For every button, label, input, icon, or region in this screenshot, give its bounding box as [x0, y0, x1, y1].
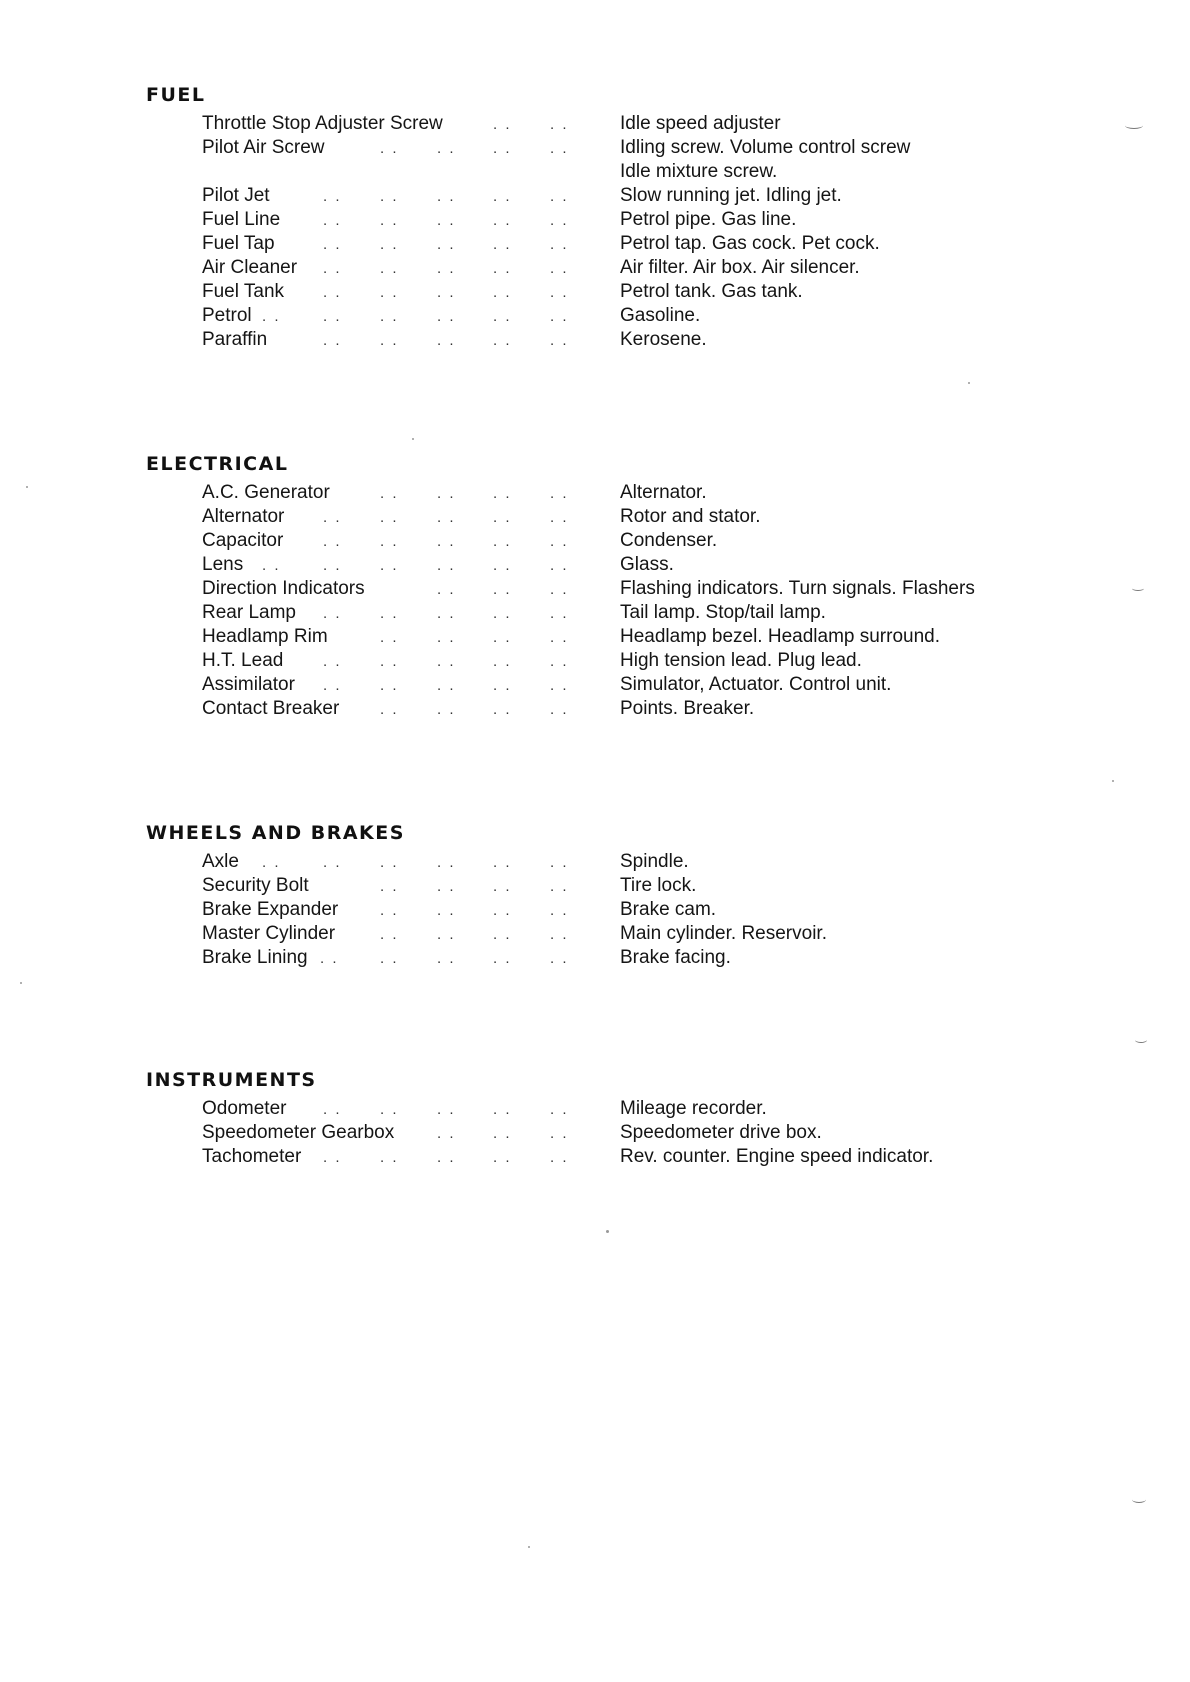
- leader-dots: . .: [437, 854, 456, 871]
- leader-dots: . .: [380, 485, 399, 502]
- leader-dots: . .: [493, 605, 512, 622]
- leader-dots: . .: [437, 677, 456, 694]
- term-row: [0, 874, 1190, 898]
- leader-dots: . .: [380, 950, 399, 967]
- leader-dots: . .: [380, 140, 399, 157]
- term-row: [0, 922, 1190, 946]
- dot-leaders: [240, 922, 570, 946]
- term: Paraffin: [202, 329, 268, 350]
- term-row: [0, 946, 1190, 970]
- term-row: [0, 481, 1190, 505]
- term-row: [0, 673, 1190, 697]
- meaning: Air filter. Air box. Air silencer.: [620, 257, 860, 278]
- leader-dots: . .: [380, 926, 399, 943]
- section-heading: ELECTRICAL: [146, 453, 289, 475]
- dot-leaders: [240, 232, 570, 256]
- section-heading: FUEL: [146, 84, 206, 106]
- leader-dots: . .: [550, 284, 569, 301]
- term-row: [0, 1097, 1190, 1121]
- leader-dots: . .: [550, 332, 569, 349]
- dot-leaders: [240, 898, 570, 922]
- leader-dots: . .: [320, 950, 339, 967]
- leader-dots: . .: [550, 653, 569, 670]
- term: A.C. Generator: [202, 482, 330, 503]
- dot-leaders: [240, 505, 570, 529]
- leader-dots: . .: [493, 116, 512, 133]
- term: Odometer: [202, 1098, 287, 1119]
- scan-speck: [606, 1230, 609, 1233]
- leader-dots: . .: [550, 260, 569, 277]
- leader-dots: . .: [437, 485, 456, 502]
- meaning: Slow running jet. Idling jet.: [620, 185, 842, 206]
- leader-dots: . .: [437, 605, 456, 622]
- leader-dots: . .: [550, 116, 569, 133]
- leader-dots: . .: [550, 140, 569, 157]
- term: Alternator: [202, 506, 285, 527]
- leader-dots: . .: [323, 236, 342, 253]
- meaning: Idle speed adjuster: [620, 113, 781, 134]
- term: Contact Breaker: [202, 698, 340, 719]
- term: Pilot Jet: [202, 185, 270, 206]
- meaning: Headlamp bezel. Headlamp surround.: [620, 626, 941, 647]
- term-list: [0, 850, 1190, 970]
- term: Speedometer Gearbox: [202, 1122, 395, 1143]
- meaning: Simulator, Actuator. Control unit.: [620, 674, 892, 695]
- leader-dots: . .: [493, 332, 512, 349]
- meaning: Rotor and stator.: [620, 506, 761, 527]
- dot-leaders: [240, 625, 570, 649]
- leader-dots: . .: [380, 260, 399, 277]
- term: Master Cylinder: [202, 923, 336, 944]
- dot-leaders: [240, 136, 570, 160]
- leader-dots: . .: [493, 677, 512, 694]
- meaning: High tension lead. Plug lead.: [620, 650, 862, 671]
- dot-leaders: [240, 184, 570, 208]
- dot-leaders: [240, 553, 570, 577]
- term: Assimilator: [202, 674, 295, 695]
- leader-dots: . .: [380, 284, 399, 301]
- term-list: [0, 112, 1190, 352]
- meaning: Kerosene.: [620, 329, 707, 350]
- term: Fuel Tap: [202, 233, 275, 254]
- leader-dots: . .: [493, 284, 512, 301]
- term-row: [0, 328, 1190, 352]
- leader-dots: . .: [437, 188, 456, 205]
- term-row: [0, 898, 1190, 922]
- leader-dots: . .: [550, 926, 569, 943]
- leader-dots: . .: [550, 485, 569, 502]
- leader-dots: . .: [380, 188, 399, 205]
- meaning: Spindle.: [620, 851, 689, 872]
- leader-dots: . .: [493, 212, 512, 229]
- term: Air Cleaner: [202, 257, 298, 278]
- term: Headlamp Rim: [202, 626, 328, 647]
- meaning: Speedometer drive box.: [620, 1122, 822, 1143]
- leader-dots: . .: [437, 878, 456, 895]
- term-list: [0, 1097, 1190, 1169]
- dot-leaders: [240, 649, 570, 673]
- meaning: Petrol tap. Gas cock. Pet cock.: [620, 233, 880, 254]
- term: Capacitor: [202, 530, 284, 551]
- leader-dots: . .: [437, 509, 456, 526]
- leader-dots: . .: [550, 236, 569, 253]
- term-list: [0, 481, 1190, 721]
- leader-dots: . .: [380, 509, 399, 526]
- scan-speck: [26, 486, 28, 488]
- term: Lens: [202, 554, 244, 575]
- leader-dots: . .: [323, 284, 342, 301]
- meaning: Glass.: [620, 554, 674, 575]
- dot-leaders: [240, 946, 570, 970]
- leader-dots: . .: [550, 902, 569, 919]
- meaning: Petrol pipe. Gas line.: [620, 209, 797, 230]
- leader-dots: . .: [380, 212, 399, 229]
- leader-dots: . .: [380, 629, 399, 646]
- term-row: [0, 1121, 1190, 1145]
- meaning: Alternator.: [620, 482, 707, 503]
- leader-dots: . .: [380, 332, 399, 349]
- meaning: Tail lamp. Stop/tail lamp.: [620, 602, 826, 623]
- leader-dots: . .: [550, 509, 569, 526]
- leader-dots: . .: [493, 1149, 512, 1166]
- leader-dots: . .: [437, 533, 456, 550]
- leader-dots: . .: [380, 605, 399, 622]
- leader-dots: . .: [493, 509, 512, 526]
- leader-dots: . .: [550, 1101, 569, 1118]
- term-row: [0, 208, 1190, 232]
- leader-dots: . .: [437, 1101, 456, 1118]
- dot-leaders: [240, 280, 570, 304]
- leader-dots: . .: [493, 485, 512, 502]
- term: Axle: [202, 851, 239, 872]
- dot-leaders: [240, 1145, 570, 1169]
- leader-dots: . .: [437, 212, 456, 229]
- leader-dots: . .: [437, 629, 456, 646]
- leader-dots: . .: [437, 1149, 456, 1166]
- leader-dots: . .: [323, 557, 342, 574]
- term-row: [0, 697, 1190, 721]
- dot-leaders: [240, 112, 570, 136]
- leader-dots: . .: [323, 509, 342, 526]
- leader-dots: . .: [437, 332, 456, 349]
- leader-dots: . .: [493, 188, 512, 205]
- leader-dots: . .: [380, 557, 399, 574]
- dot-leaders: [240, 529, 570, 553]
- dot-leaders: [240, 577, 570, 601]
- leader-dots: . .: [323, 1149, 342, 1166]
- scan-mark: [1135, 1037, 1147, 1043]
- dot-leaders: [240, 673, 570, 697]
- meaning: Brake cam.: [620, 899, 717, 920]
- term-row: [0, 1145, 1190, 1169]
- dot-leaders: [240, 601, 570, 625]
- meaning: Rev. counter. Engine speed indicator.: [620, 1146, 934, 1167]
- term: Rear Lamp: [202, 602, 296, 623]
- term: Throttle Stop Adjuster Screw: [202, 113, 443, 134]
- meaning: Petrol tank. Gas tank.: [620, 281, 803, 302]
- leader-dots: . .: [493, 1101, 512, 1118]
- term: Fuel Tank: [202, 281, 285, 302]
- term: Brake Lining: [202, 947, 308, 968]
- dot-leaders: [240, 328, 570, 352]
- leader-dots: . .: [550, 629, 569, 646]
- leader-dots: . .: [380, 308, 399, 325]
- term-row: [0, 529, 1190, 553]
- leader-dots: . .: [380, 653, 399, 670]
- leader-dots: . .: [550, 212, 569, 229]
- leader-dots: . .: [437, 926, 456, 943]
- leader-dots: . .: [262, 308, 281, 325]
- leader-dots: . .: [493, 533, 512, 550]
- leader-dots: . .: [437, 557, 456, 574]
- section-heading: INSTRUMENTS: [146, 1069, 317, 1091]
- leader-dots: . .: [380, 533, 399, 550]
- leader-dots: . .: [262, 854, 281, 871]
- meaning: Brake facing.: [620, 947, 731, 968]
- term-row: [0, 850, 1190, 874]
- meaning: Flashing indicators. Turn signals. Flashers: [620, 578, 975, 599]
- leader-dots: . .: [380, 677, 399, 694]
- meaning: Main cylinder. Reservoir.: [620, 923, 827, 944]
- term-row: [0, 256, 1190, 280]
- leader-dots: . .: [493, 653, 512, 670]
- meaning: Mileage recorder.: [620, 1098, 767, 1119]
- leader-dots: . .: [323, 188, 342, 205]
- leader-dots: . .: [380, 701, 399, 718]
- leader-dots: . .: [262, 557, 281, 574]
- term-row: [0, 232, 1190, 256]
- leader-dots: . .: [493, 629, 512, 646]
- leader-dots: . .: [437, 701, 456, 718]
- term-row: [0, 280, 1190, 304]
- meaning: Points. Breaker.: [620, 698, 755, 719]
- leader-dots: . .: [380, 1101, 399, 1118]
- leader-dots: . .: [550, 878, 569, 895]
- leader-dots: . .: [323, 677, 342, 694]
- leader-dots: . .: [323, 653, 342, 670]
- scan-speck: [412, 438, 414, 440]
- term: Tachometer: [202, 1146, 302, 1167]
- leader-dots: . .: [493, 902, 512, 919]
- scan-speck: [20, 982, 22, 984]
- term-row: [0, 505, 1190, 529]
- leader-dots: . .: [380, 902, 399, 919]
- term-row: [0, 184, 1190, 208]
- leader-dots: . .: [550, 854, 569, 871]
- leader-dots: . .: [493, 581, 512, 598]
- term: H.T. Lead: [202, 650, 284, 671]
- leader-dots: . .: [323, 1101, 342, 1118]
- term: Brake Expander: [202, 899, 339, 920]
- dot-leaders: [240, 697, 570, 721]
- leader-dots: . .: [550, 308, 569, 325]
- term: Petrol: [202, 305, 252, 326]
- leader-dots: . .: [323, 332, 342, 349]
- leader-dots: . .: [493, 701, 512, 718]
- term-row: [0, 577, 1190, 601]
- leader-dots: . .: [437, 236, 456, 253]
- term: Direction Indicators: [202, 578, 365, 599]
- leader-dots: . .: [550, 701, 569, 718]
- meaning: Condenser.: [620, 530, 718, 551]
- term-row: [0, 553, 1190, 577]
- leader-dots: . .: [380, 1149, 399, 1166]
- leader-dots: . .: [437, 653, 456, 670]
- meaning: Idling screw. Volume control screw Idle mixture screw.: [620, 137, 911, 182]
- leader-dots: . .: [493, 260, 512, 277]
- meaning: Gasoline.: [620, 305, 701, 326]
- leader-dots: . .: [493, 1125, 512, 1142]
- leader-dots: . .: [380, 878, 399, 895]
- dot-leaders: [240, 874, 570, 898]
- dot-leaders: [240, 1121, 570, 1145]
- leader-dots: . .: [323, 212, 342, 229]
- term-row: [0, 625, 1190, 649]
- leader-dots: . .: [493, 878, 512, 895]
- leader-dots: . .: [323, 260, 342, 277]
- leader-dots: . .: [550, 950, 569, 967]
- term-row: [0, 601, 1190, 625]
- term-row: [0, 649, 1190, 673]
- meaning: Tire lock.: [620, 875, 697, 896]
- leader-dots: . .: [493, 926, 512, 943]
- leader-dots: . .: [550, 533, 569, 550]
- leader-dots: . .: [493, 140, 512, 157]
- leader-dots: . .: [437, 950, 456, 967]
- leader-dots: . .: [323, 308, 342, 325]
- leader-dots: . .: [437, 1125, 456, 1142]
- scan-mark: [1132, 586, 1144, 591]
- leader-dots: . .: [437, 284, 456, 301]
- dot-leaders: [240, 304, 570, 328]
- dot-leaders: [240, 850, 570, 874]
- scan-speck: [968, 382, 970, 384]
- scan-speck: [528, 1546, 530, 1548]
- leader-dots: . .: [437, 260, 456, 277]
- leader-dots: . .: [550, 677, 569, 694]
- leader-dots: . .: [493, 236, 512, 253]
- leader-dots: . .: [550, 581, 569, 598]
- term-row: [0, 304, 1190, 328]
- leader-dots: . .: [380, 236, 399, 253]
- scan-mark: [1132, 1496, 1146, 1503]
- leader-dots: . .: [550, 188, 569, 205]
- leader-dots: . .: [550, 1125, 569, 1142]
- term: Pilot Air Screw: [202, 137, 325, 158]
- leader-dots: . .: [437, 902, 456, 919]
- leader-dots: . .: [550, 605, 569, 622]
- leader-dots: . .: [323, 605, 342, 622]
- leader-dots: . .: [323, 854, 342, 871]
- dot-leaders: [240, 256, 570, 280]
- leader-dots: . .: [437, 140, 456, 157]
- leader-dots: . .: [550, 1149, 569, 1166]
- dot-leaders: [240, 1097, 570, 1121]
- leader-dots: . .: [437, 581, 456, 598]
- leader-dots: . .: [437, 308, 456, 325]
- dot-leaders: [240, 481, 570, 505]
- term-row: [0, 112, 1190, 136]
- dot-leaders: [240, 208, 570, 232]
- term: Security Bolt: [202, 875, 309, 896]
- leader-dots: . .: [323, 533, 342, 550]
- leader-dots: . .: [493, 950, 512, 967]
- scan-speck: [1112, 780, 1114, 782]
- scan-mark: [1125, 122, 1143, 129]
- leader-dots: . .: [493, 308, 512, 325]
- leader-dots: . .: [380, 854, 399, 871]
- leader-dots: . .: [493, 854, 512, 871]
- section-heading: WHEELS AND BRAKES: [146, 822, 405, 844]
- leader-dots: . .: [493, 557, 512, 574]
- term: Fuel Line: [202, 209, 281, 230]
- term-row: [0, 136, 1190, 184]
- leader-dots: . .: [550, 557, 569, 574]
